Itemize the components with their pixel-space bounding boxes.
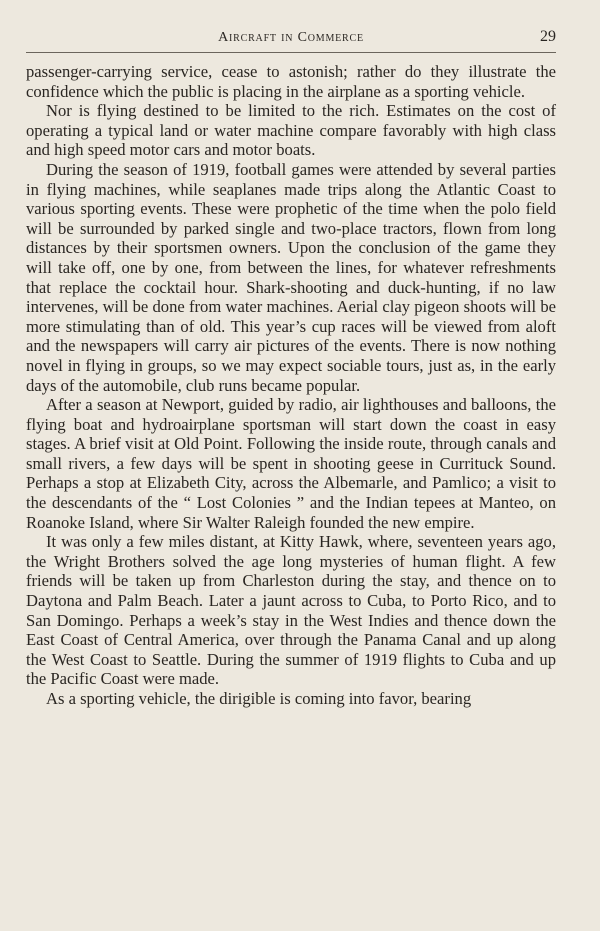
paragraph: During the season of 1919, football games were attended by several parties in flying machines, while seaplanes made trips along the Atlantic Coast to various sporting events. These were prophetic of the time when the polo field will be surrounded by parked single and two-place tractors, flown from long distances by their sportsmen owners. Upon the conclusion of the game they will take off, one by one, from between the lines, for whatever refreshments that replace the cocktail hour. Shark-shooting and duck-hunting, if no law intervenes, will be done from water machines. Aerial clay pigeon shoots will be more stimulating than of old. This year’s cup races will be viewed from aloft and the newspapers will carry air pictures of the events. There is now nothing novel in flying in groups, so we may expect sociable tours, just as, in the early days of the automobile, club runs became popular. bbox=[26, 159, 556, 395]
paragraph: After a season at Newport, guided by radio, air lighthouses and balloons, the flying boat and hydroairplane sportsman will start down the coast in easy stages. A brief visit at Old Point. Following the inside route, through canals and small rivers, a few days will be spent in shooting geese in Currituck Sound. Perhaps a stop at Elizabeth City, across the Albemarle, and Pamlico; a visit to the descendants of the “ Lost Colonies ” and the Indian tepees at Manteo, on Roanoke Island, where Sir Walter Raleigh founded the new empire. bbox=[26, 395, 556, 532]
paragraph: It was only a few miles distant, at Kitty Hawk, where, seventeen years ago, the Wright Brothers solved the age long mysteries of human flight. A few friends will be taken up from Charleston during the stay, and thence on to Daytona and Palm Beach. Later a jaunt across to Cuba, to Porto Rico, and to San Domingo. Perhaps a week’s stay in the West Indies and thence down the East Coast of Central America, over through the Panama Canal and up along the West Coast to Seattle. During the summer of 1919 flights to Cuba and up the Pacific Coast were made. bbox=[26, 532, 556, 689]
running-title: Aircraft in Commerce bbox=[218, 30, 364, 45]
running-head bbox=[26, 30, 556, 53]
body-text bbox=[26, 62, 556, 709]
paragraph: passenger-carrying service, cease to astonish; rather do they illustrate the confidence which the public is placing in the airplane as a sporting vehicle. bbox=[26, 62, 556, 101]
page-number: 29 bbox=[540, 28, 556, 45]
paragraph: Nor is flying destined to be limited to the rich. Estimates on the cost of operating a typical land or water machine compare favorably with high class and high speed motor cars and motor boats. bbox=[26, 101, 556, 160]
paragraph: As a sporting vehicle, the dirigible is coming into favor, bearing bbox=[46, 689, 472, 708]
